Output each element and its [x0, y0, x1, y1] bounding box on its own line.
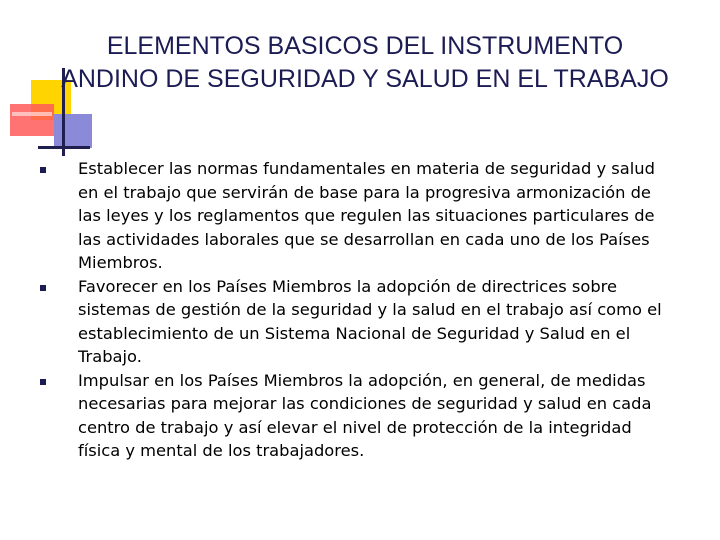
- bullet-item: [30, 275, 670, 369]
- blue-square: [54, 114, 92, 148]
- bullet-text: Favorecer en los Países Miembros la adopción de directrices sobre sistemas de gestión de la seguridad y la salud en el trabajo así como el establecimiento de un Sistema Nacional de Seguridad y Salud en el Trabajo.: [78, 276, 662, 366]
- square-bullet-icon: [40, 379, 46, 385]
- bullet-list: [30, 157, 670, 463]
- slide-title: ELEMENTOS BASICOS DEL INSTRUMENTO ANDINO DE SEGURIDAD Y SALUD EN EL TRABAJO: [61, 32, 669, 93]
- square-bullet-icon: [40, 167, 46, 173]
- bullet-text: Establecer las normas fundamentales en materia de seguridad y salud en el trabajo que servirán de base para la progresiva armonización de las leyes y los reglamentos que regulen las situaciones particulares de las actividades laborales que se desarrollan en cada uno de los Países Miembros.: [78, 159, 655, 272]
- bullet-text: Impulsar en los Países Miembros la adopción, en general, de medidas necesarias para mejorar las condiciones de seguridad y salud en cada centro de trabajo y así elevar el nivel de protección de la integridad física y mental de los trabajadores.: [78, 370, 652, 460]
- bullet-item: [30, 157, 670, 275]
- red-square: [10, 104, 54, 136]
- square-bullet-icon: [40, 285, 46, 291]
- bullet-item: [30, 369, 670, 463]
- horizontal-rule: [38, 146, 90, 149]
- red-square-highlight: [12, 112, 52, 116]
